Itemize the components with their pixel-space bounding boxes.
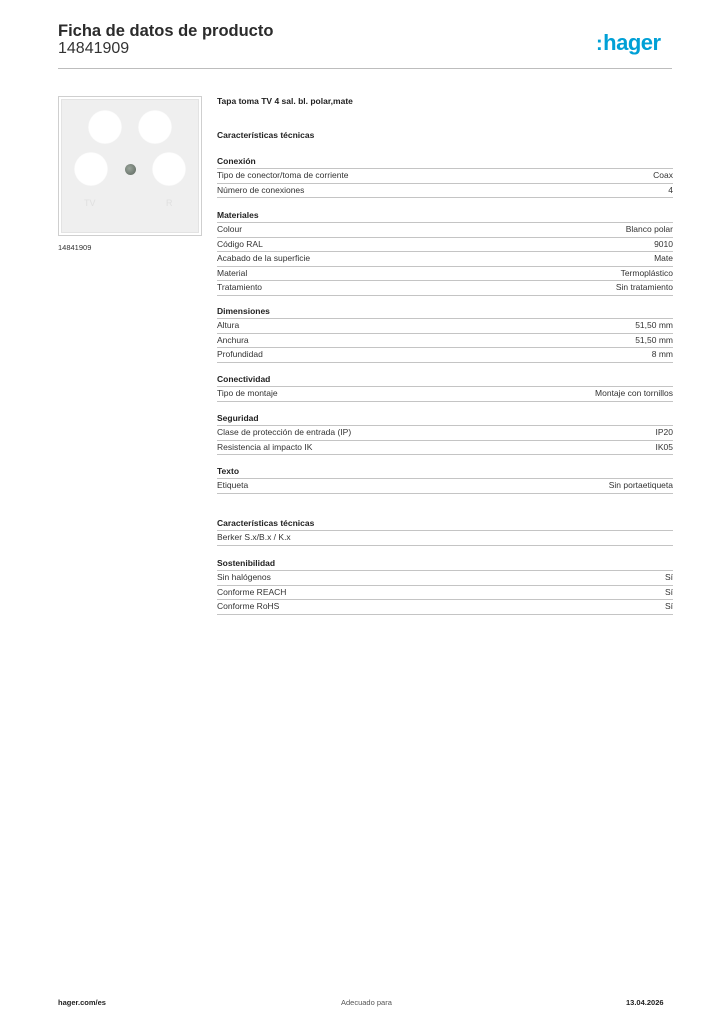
table-row	[217, 441, 673, 456]
row-value: 51,50 mm	[635, 320, 673, 330]
row-label: Profundidad	[217, 349, 263, 359]
tv-socket-cover-plate	[61, 99, 199, 233]
connector-hole	[74, 152, 108, 186]
row-value: Termoplástico	[620, 267, 673, 278]
connector-hole	[138, 110, 172, 144]
row-value: 51,50 mm	[635, 334, 673, 345]
row-value: Coax	[653, 170, 673, 180]
row-label: Clase de protección de entrada (IP)	[217, 427, 352, 437]
row-value: 8 mm	[651, 349, 673, 359]
table-row	[217, 348, 673, 363]
footer-date: 13.04.2026	[626, 998, 664, 1007]
row-value: Montaje con tornillos	[595, 388, 673, 398]
table-row	[217, 223, 673, 238]
section-title: Materiales	[217, 209, 673, 223]
hager-logo	[596, 30, 661, 56]
product-image	[58, 96, 202, 236]
row-value: Sí	[664, 572, 673, 582]
section-conexion	[217, 155, 673, 198]
row-value: 9010	[654, 238, 673, 249]
row-value: Sin portaetiqueta	[608, 480, 673, 490]
table-row	[217, 267, 673, 282]
section-caracteristicas-tecnicas	[217, 517, 673, 546]
row-label: Etiqueta	[217, 480, 249, 490]
connector-hole	[152, 152, 186, 186]
row-label: Conforme RoHS	[217, 601, 280, 611]
row-label: Anchura	[217, 334, 249, 345]
screw	[125, 164, 136, 175]
row-value: Sin tratamiento	[615, 282, 673, 292]
table-row	[217, 479, 673, 494]
section-conectividad	[217, 373, 673, 402]
section-title: Sostenibilidad	[217, 557, 673, 571]
row-value: Mate	[654, 253, 673, 263]
table-row	[217, 319, 673, 334]
row-label: Acabado de la superficie	[217, 253, 311, 263]
section-title: Dimensiones	[217, 305, 673, 319]
row-value: Sí	[664, 601, 673, 611]
table-row	[217, 571, 673, 586]
row-label: Altura	[217, 320, 240, 330]
logo-text: hager	[603, 30, 661, 55]
table-row	[217, 531, 673, 546]
table-row	[217, 184, 673, 199]
product-name: Tapa toma TV 4 sal. bl. polar,mate	[217, 96, 353, 106]
table-row	[217, 238, 673, 253]
header-divider	[58, 68, 672, 69]
table-row	[217, 586, 673, 601]
row-label: Material	[217, 267, 248, 278]
row-label: Berker S.x/B.x / K.x	[217, 532, 291, 542]
table-row	[217, 252, 673, 267]
image-caption-code: 14841909	[58, 243, 92, 252]
row-value: IK05	[655, 441, 673, 452]
row-label: Tratamiento	[217, 282, 263, 292]
table-row	[217, 426, 673, 441]
plate-mark-tv: TV	[84, 198, 96, 208]
row-value: IP20	[655, 427, 673, 437]
row-label: Tipo de montaje	[217, 388, 278, 398]
footer-suitable-for: Adecuado para	[341, 998, 392, 1007]
connector-hole	[88, 110, 122, 144]
section-title: Texto	[217, 465, 673, 479]
section-materiales	[217, 209, 673, 296]
page-title: Ficha de datos de producto	[58, 22, 274, 40]
section-seguridad	[217, 412, 673, 455]
row-label: Conforme REACH	[217, 586, 287, 597]
table-row	[217, 387, 673, 402]
logo-colon: :	[596, 33, 603, 55]
row-label: Colour	[217, 224, 243, 234]
section-texto	[217, 465, 673, 494]
technical-characteristics-heading: Características técnicas	[217, 130, 315, 140]
row-label: Número de conexiones	[217, 184, 305, 195]
section-dimensiones	[217, 305, 673, 363]
row-value: 4	[668, 184, 673, 195]
table-row	[217, 169, 673, 184]
row-label: Código RAL	[217, 238, 263, 249]
row-value: Sí	[664, 586, 673, 597]
table-row	[217, 334, 673, 349]
section-sostenibilidad	[217, 557, 673, 615]
row-label: Tipo de conector/toma de corriente	[217, 170, 349, 180]
section-title: Conexión	[217, 155, 673, 169]
row-label: Resistencia al impacto IK	[217, 441, 313, 452]
plate-mark-r: R	[166, 198, 173, 208]
table-row	[217, 281, 673, 296]
section-title: Conectividad	[217, 373, 673, 387]
section-title: Seguridad	[217, 412, 673, 426]
table-row	[217, 600, 673, 615]
row-value: Blanco polar	[625, 224, 673, 234]
product-code-header: 14841909	[58, 40, 130, 57]
section-title: Características técnicas	[217, 517, 673, 531]
row-label: Sin halógenos	[217, 572, 271, 582]
footer-website-link[interactable]: hager.com/es	[58, 998, 106, 1007]
